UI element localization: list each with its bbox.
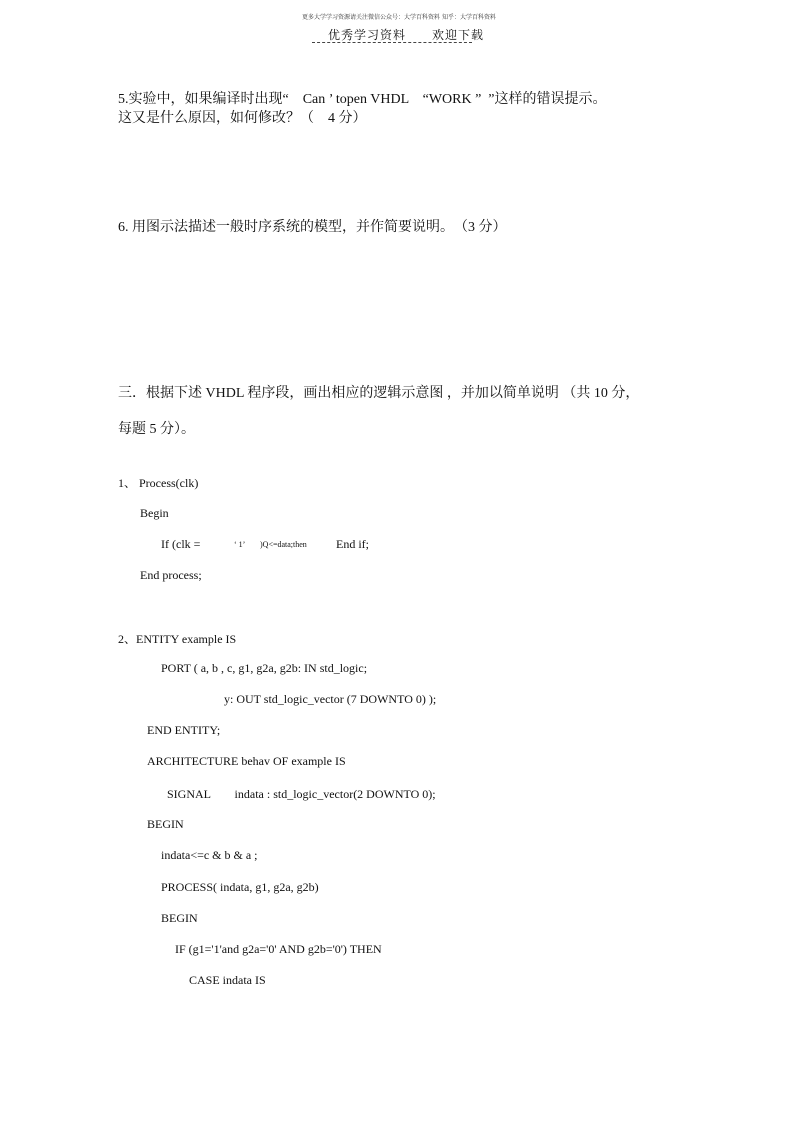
code1-line3-d: End if; xyxy=(336,537,369,551)
code2-line5: ARCHITECTURE behav OF example IS xyxy=(147,754,346,768)
header-divider xyxy=(312,42,472,43)
section3-line1: 三．根据下述 VHDL 程序段，画出相应的逻辑示意图 ，并加以简单说明 （共 10 分， xyxy=(118,386,640,401)
code2-line4: END ENTITY; xyxy=(147,723,221,737)
code1-line1: 1、 Process(clk) xyxy=(118,476,199,490)
q5-line2: 这又是什么原因，如何修改？（ 4 分） xyxy=(118,111,367,126)
code2-line6: SIGNAL indata : std_logic_vector(2 DOWNTO 0); xyxy=(167,787,436,801)
code2-line8: indata<=c & b & a ; xyxy=(161,848,258,862)
code2-line10: BEGIN xyxy=(161,911,198,925)
code2-line3: y: OUT std_logic_vector (7 DOWNTO 0) ); xyxy=(224,692,437,706)
code1-line3-c: )Q<=data;then xyxy=(260,540,307,549)
code2-line2: PORT ( a, b , c, g1, g2a, g2b: IN std_logic; xyxy=(161,661,368,675)
code2-line9: PROCESS( indata, g1, g2a, g2b) xyxy=(161,880,319,894)
code2-line12: CASE indata IS xyxy=(189,973,266,987)
code1-line2: Begin xyxy=(140,506,169,520)
code1-line3-a: If (clk = xyxy=(161,537,201,551)
code2-line7: BEGIN xyxy=(147,817,184,831)
q5-line1: 5.实验中，如果编译时出现“ Can ’ topen VHDL “WORK ” ”这样的错误提示。 xyxy=(118,92,607,107)
code1-line4: End process; xyxy=(140,568,202,582)
q6-line1: 6. 用图示法描述一般时序系统的模型，并作简要说明。 （3 分） xyxy=(118,220,507,235)
top-note-right: 知乎：大学百科资料 xyxy=(442,15,497,21)
code2-line11: IF (g1='1'and g2a='0' AND g2b='0') THEN xyxy=(175,942,382,956)
section3-line2: 每题 5 分）。 xyxy=(118,422,195,437)
code1-line3-b: ‘ 1’ xyxy=(234,540,246,549)
code2-line1: 2、ENTITY example IS xyxy=(118,632,237,646)
top-note-left: 更多大学学习资源请关注微信公众号：大学百科资料 xyxy=(302,15,441,21)
page-header-title: 优秀学习资料 欢迎下载 xyxy=(328,28,485,42)
